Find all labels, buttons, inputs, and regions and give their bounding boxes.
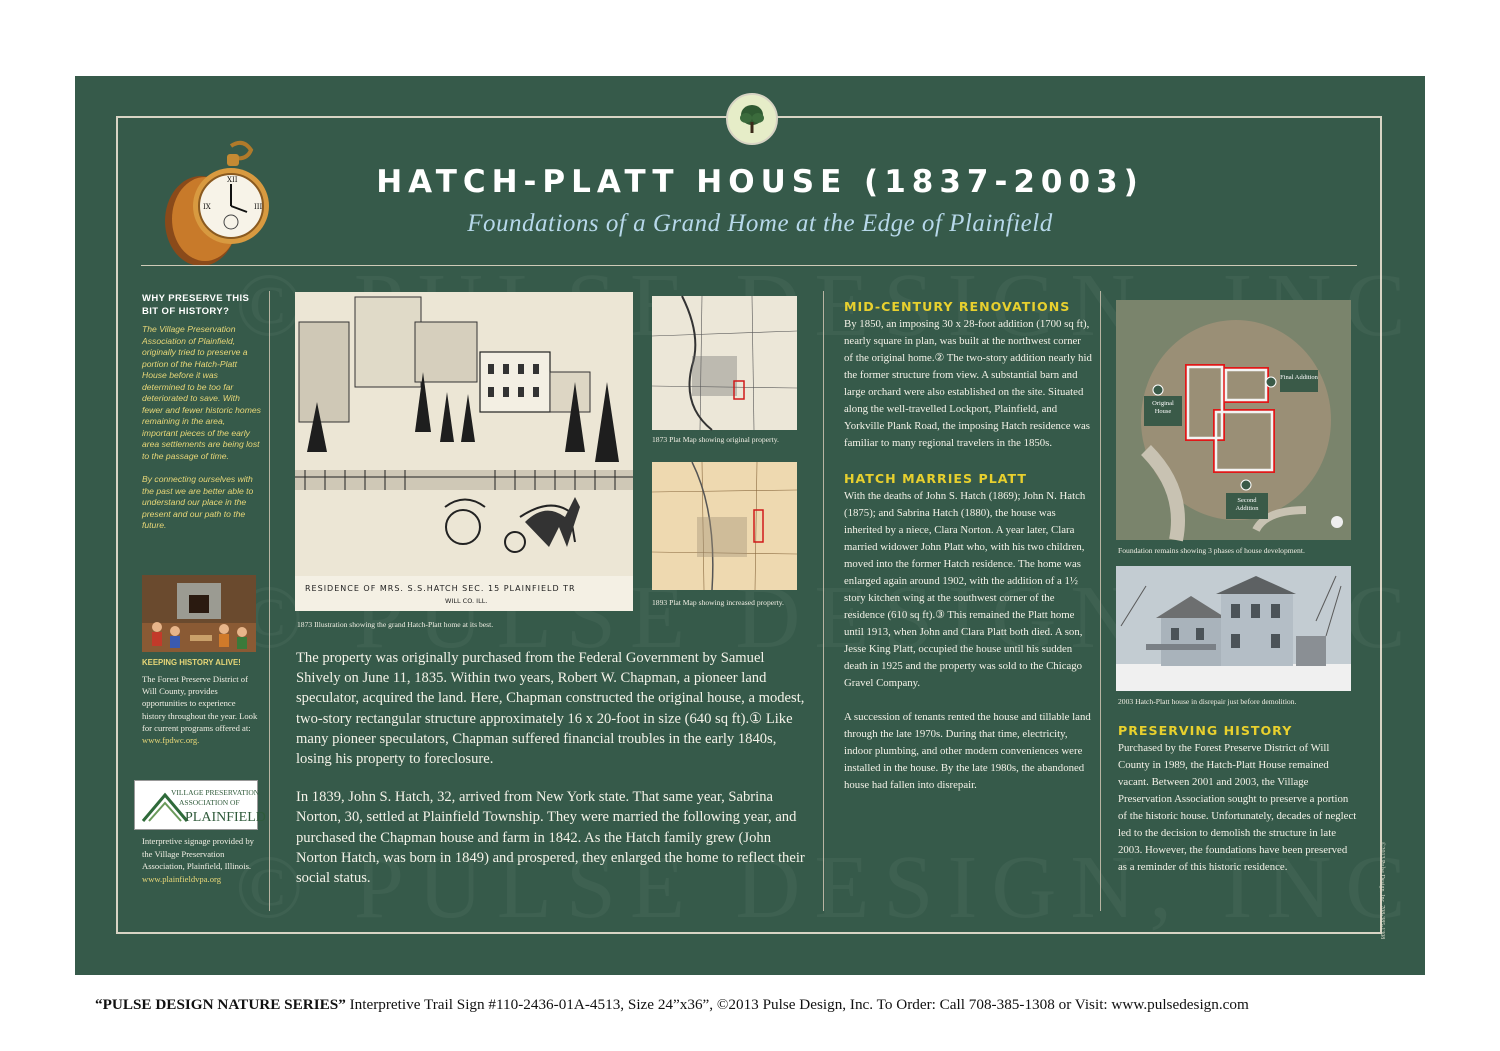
main-paragraph: The property was originally purchased from the Federal Government by Samuel Shively on June 11, 1835. Within two years, Robert W. Chapman, a pioneer land speculator, acquired the land. Here, Chapman constructed the original house, a modest, two-story rectangular structure approximately 16 x 20-foot in size (640 sq ft).① Like many pioneer speculators, Chapman suffered financial troubles in the early 1840s, losing his property to foreclosure. [296,650,805,768]
aerial-label-original: Original House [1152,400,1174,415]
signage-credit [142,835,260,885]
engraving-label-2: WILL CO. ILL. [445,597,488,605]
svg-text:XII: XII [227,176,238,184]
house-2003-photo [1116,566,1351,691]
section-heading: PRESERVING HISTORY [1118,723,1293,738]
section-paragraph: With the deaths of John S. Hatch (1869); John N. Hatch (1875); and Sabrina Hatch (1880), the house was inherited by a niece, Clara Norton. A year later, Clara married widower John Platt who, with his two children, moved into the former Hatch residence. The home was enlarged again around 1902, with the addition of a 1½ story kitchen wing at the southwest corner of the residence (610 sq ft).③ This remained the Platt home until 1913, when John and Clara Platt both died. A son, Jesse King Platt, occupied the house until his sudden death in 1925 and the property was sold to the Chicago Gravel Company. [844,490,1086,689]
vpa-logo [134,780,266,830]
svg-text:IX: IX [203,203,211,211]
plat-map-1873 [652,296,797,430]
sidebar-paragraph: The Village Preservation Association of Plainfield, originally tried to preserve a portion of the Hatch-Platt House before it was determined to be too far deteriorated to save. With fewer and fewer historic homes remaining in the area, important pieces of the early area settlements are being lost to the passage of time. [142,324,261,461]
footer-series: “PULSE DESIGN NATURE SERIES” [95,996,346,1013]
sign-subtitle: Foundations of a Grand Home at the Edge of Plainfield [467,210,1053,237]
vpa-link[interactable]: www.plainfieldvpa.org [142,873,221,884]
column-divider [823,291,824,911]
preserving-column [1118,722,1358,876]
trail-sign [75,76,1425,975]
main-paragraph: In 1839, John S. Hatch, 32, arrived from New York state. That same year, Sabrina Norton, 30, settled at Plainfield Township. They were married the following year, and purchased the Chapman house and farm in 1842. As the Hatch family grew (John Norton Hatch, was born in 1849) and prospered, they enlarged the home to reflect their social status. [296,789,805,887]
engraving-label: RESIDENCE OF MRS. S.S.HATCH SEC. 15 PLAINFIELD TR [305,584,576,593]
section-paragraph: Purchased by the Forest Preserve District of Will County in 1989, the Hatch-Platt House remained vacant. Between 2001 and 2003, the Village Preservation Association sought to preserve a portion of the historic house. Unfortunately, decades of neglect led to the decision to demolish the structure in late 2003. However, the foundations have been preserved as a reminder of this historic residence. [1118,742,1357,873]
side-copyright: ©2013 Pulse Design, Inc. 708-385-1308 [1379,842,1385,940]
fpdwc-link[interactable]: www.fpdwc.org. [142,735,200,746]
footer-details: Interpretive Trail Sign #110-2436-01A-4513, Size 24”x36”, ©2013 Pulse Design, Inc. To Order: Call 708-385-1308 or Visit: www.pulsedesign.com [349,996,1249,1013]
aerial-foundation-photo [1116,300,1351,540]
column-divider [269,291,270,911]
title-divider [141,265,1357,266]
aerial-caption: Foundation remains showing 3 phases of house development. [1118,546,1305,555]
vpa-logo-line2: ASSOCIATION OF [179,798,240,807]
history-column [844,298,1092,794]
sidebar [142,292,262,532]
aerial-label-final: Final Addition [1280,374,1318,381]
pocket-watch-icon [161,136,271,276]
keeping-history-text [142,673,260,746]
column-divider [1100,291,1101,911]
map-1873-caption: 1873 Plat Map showing original property. [652,435,779,444]
history-program-photo [142,575,256,652]
section-paragraph: A succession of tenants rented the house and tillable land through the late 1970s. During that time, electricity, indoor plumbing, and other modern conveniences were installed in the house. By the late 1980s, the abandoned house had fallen into disrepair. [844,711,1091,791]
section-heading: HATCH MARRIES PLATT [844,471,1027,486]
tree-emblem-icon [726,93,778,145]
footer [95,996,1455,1014]
sign-title: HATCH-PLATT HOUSE (1837-2003) [376,164,1144,200]
signage-credit-body: Interpretive signage provided by the Village Preservation Association, Plainfield, Illinois. [142,836,254,871]
sidebar-paragraph: By connecting ourselves with the past we are better able to understand our place in the present and our path to the future. [142,474,254,530]
plat-map-1893 [652,462,797,590]
engraving-caption: 1873 Illustration showing the grand Hatch-Platt home at its best. [297,620,494,629]
section-paragraph: By 1850, an imposing 30 x 28-foot addition (1700 sq ft), nearly square in plan, was built at the northwest corner of the original home.② The two-story addition nearly hid the former structure from view. A substantial barn and large orchard were also established on the site. Situated along the well-travelled Lockport, Plainfield, and Yorkville Plank Road, the imposing Hatch residence was familiar to many regional travelers in the 1850s. [844,318,1092,449]
keeping-history-heading: KEEPING HISTORY ALIVE! [142,658,241,667]
aerial-label-second: Second Addition [1235,497,1259,512]
svg-text:III: III [254,203,263,211]
house-2003-caption: 2003 Hatch-Platt house in disrepair just before demolition. [1118,697,1297,706]
section-heading: MID-CENTURY RENOVATIONS [844,299,1071,314]
main-text [296,648,806,906]
vpa-logo-line1: VILLAGE PRESERVATION [171,788,260,797]
keeping-history-body: The Forest Preserve District of Will County, provides opportunities to experience history throughout the year. Look for current programs offered at: [142,674,258,733]
map-1893-caption: 1893 Plat Map showing increased property. [652,598,784,607]
vpa-logo-line3: PLAINFIELD [185,810,266,825]
engraving-1873 [295,292,633,611]
sidebar-heading: WHY PRESERVE THIS BIT OF HISTORY? [142,293,250,317]
